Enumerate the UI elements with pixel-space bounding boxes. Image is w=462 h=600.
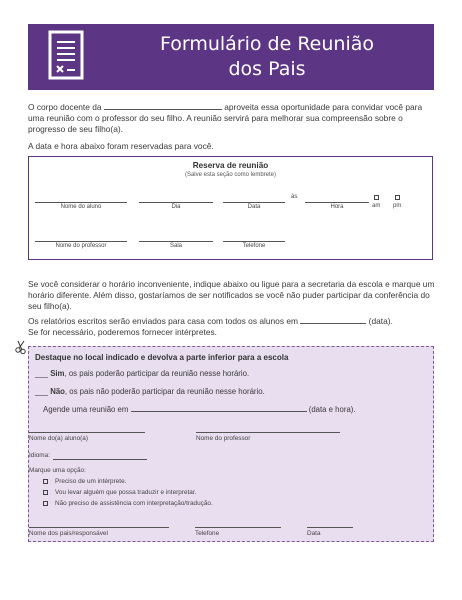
schedule-blank[interactable] bbox=[131, 404, 307, 412]
phone-field[interactable]: Telefone bbox=[223, 241, 285, 249]
pm-label: pm bbox=[393, 203, 402, 209]
reports-paragraph: Os relatórios escritos serão enviados para casa com todos os alunos em (data). Se for necessário, poderemos fornecer intérpretes. bbox=[28, 316, 393, 338]
parent-name-label: Nome dos pais/responsável bbox=[29, 530, 108, 537]
header-banner bbox=[28, 24, 434, 90]
schedule-line: Agende uma reunião em (data e hora). bbox=[43, 405, 356, 414]
reserved-note: A data e hora abaixo foram reservadas para você. bbox=[28, 141, 214, 151]
reservation-box bbox=[28, 156, 433, 260]
option-bring-translator[interactable]: Vou levar alguém que possa traduzir e interpretar. bbox=[43, 489, 196, 496]
sign-date-label: Data bbox=[307, 530, 321, 537]
reservation-title: Reserva de reunião bbox=[192, 161, 269, 170]
teacher-name-field[interactable]: Nome do professor bbox=[35, 241, 127, 249]
child-name-label: Nome do(a) aluno(a) bbox=[29, 435, 88, 442]
at-label: às bbox=[291, 194, 298, 200]
page-title: Formulário de Reunião dos Pais bbox=[159, 33, 375, 80]
form-document-icon bbox=[48, 30, 84, 80]
parent-phone-label: Telefone bbox=[195, 530, 220, 537]
time-field[interactable]: Hora bbox=[305, 202, 369, 210]
teacher-name-label: Nome do professor bbox=[196, 435, 251, 442]
choose-option-label: Marque uma opção: bbox=[29, 467, 86, 474]
language-line[interactable] bbox=[53, 459, 147, 460]
option-checkbox[interactable] bbox=[43, 501, 48, 506]
option-checkbox[interactable] bbox=[43, 479, 48, 484]
reservation-subtitle: (Salve esta seção como lembrete) bbox=[184, 172, 277, 178]
student-name-field[interactable]: Nome do aluno bbox=[35, 202, 127, 210]
yes-option[interactable]: ___ Sim, os pais poderão participar da reunião nesse horário. bbox=[35, 369, 250, 378]
pm-checkbox[interactable] bbox=[395, 195, 400, 200]
option-no-assistance[interactable]: Não preciso de assistência com interpretação/tradução. bbox=[43, 500, 213, 507]
parent-name-line[interactable] bbox=[29, 527, 169, 528]
day-field[interactable]: Dia bbox=[139, 202, 213, 210]
parent-phone-line[interactable] bbox=[195, 527, 281, 528]
sign-date-line[interactable] bbox=[307, 527, 353, 528]
option-checkbox[interactable] bbox=[43, 490, 48, 495]
reports-date-blank[interactable] bbox=[300, 316, 366, 324]
scissors-icon bbox=[15, 340, 29, 354]
return-slip bbox=[28, 346, 434, 542]
school-name-blank[interactable] bbox=[104, 102, 222, 110]
date-field[interactable]: Data bbox=[223, 202, 285, 210]
am-label: am bbox=[372, 203, 381, 209]
reschedule-paragraph: Se você considerar o horário inconveniente, indique abaixo ou ligue para a secretaria da escola e marque um horário diferente. Além disso, gostaríamos de ser notificados se você não puder participar da conferência do seu filho(a). bbox=[28, 279, 435, 312]
child-name-line[interactable] bbox=[29, 432, 145, 433]
return-slip-heading: Destaque no local indicado e devolva a parte inferior para a escola bbox=[35, 353, 289, 362]
teacher-name-line[interactable] bbox=[196, 432, 340, 433]
am-checkbox[interactable] bbox=[374, 195, 379, 200]
intro-paragraph: O corpo docente da aproveita essa oportunidade para convidar você para uma reunião com o professor do seu filho. A reunião servirá para melhorar sua compreensão sobre o progresso de seu filho(a). bbox=[28, 102, 423, 135]
option-interpreter[interactable]: Preciso de um intérprete. bbox=[43, 478, 126, 485]
no-option[interactable]: ___ Não, os pais não poderão participar da reunião nesse horário. bbox=[35, 387, 265, 396]
language-label: Idioma: bbox=[29, 452, 50, 459]
room-field[interactable]: Sala bbox=[139, 241, 213, 249]
